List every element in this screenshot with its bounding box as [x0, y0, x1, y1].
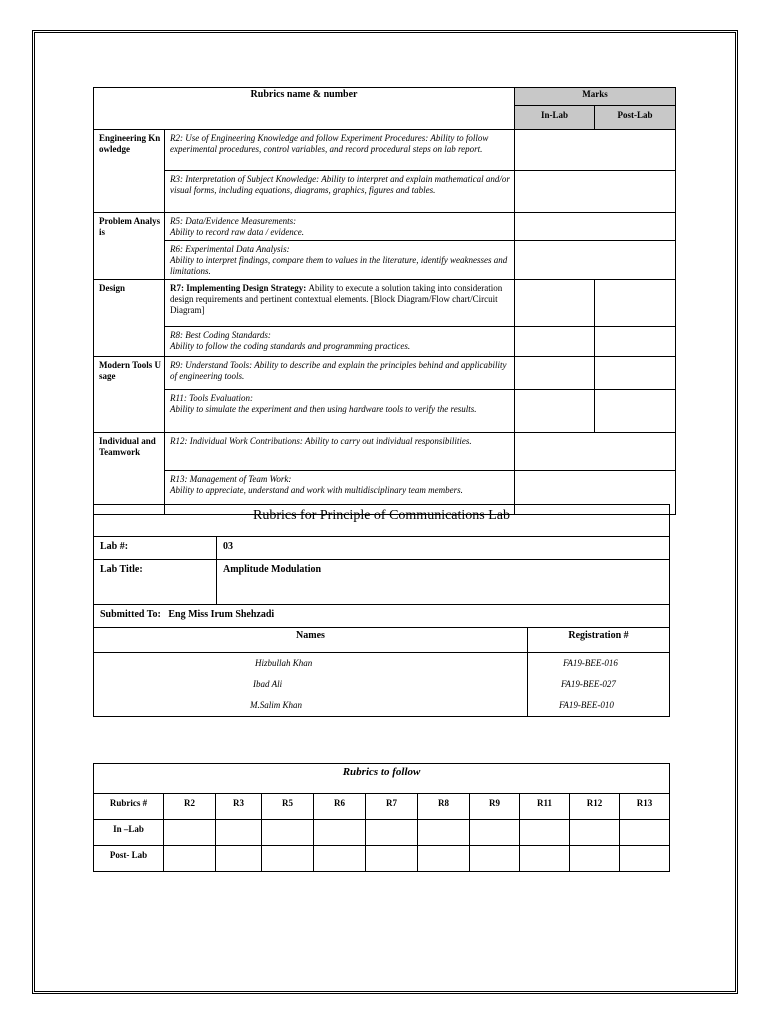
rubric-r5: R5: Data/Evidence Measurements: Ability to record raw data / evidence.: [165, 213, 515, 241]
student-name: Ibad Ali: [253, 679, 283, 689]
inlab-score-cell[interactable]: [366, 820, 418, 846]
student-registrations: [528, 653, 670, 717]
rubric-column-header: R3: [216, 794, 262, 820]
rubric-r8: R8: Best Coding Standards: Ability to follow the coding standards and programming practices.: [165, 327, 515, 357]
inlab-score-cell[interactable]: [470, 820, 520, 846]
postlab-mark-cell[interactable]: [595, 357, 676, 390]
lab-number-value: 03: [217, 537, 670, 560]
rubric-r2: R2: Use of Engineering Knowledge and follow Experiment Procedures: Ability to follow experimental procedures, control variables, and record procedural steps on lab report.: [165, 130, 515, 171]
rubrics-to-follow-table: [93, 763, 670, 872]
inlab-mark-cell[interactable]: [515, 390, 595, 433]
postlab-score-cell[interactable]: [366, 846, 418, 872]
postlab-score-cell[interactable]: [470, 846, 520, 872]
postlab-row-label: Post- Lab: [94, 846, 164, 872]
category-engineering-knowledge: Engineering Knowledge: [94, 130, 165, 213]
registration-header: Registration #: [528, 628, 670, 653]
postlab-mark-cell[interactable]: [595, 280, 676, 327]
lab-title-label: Lab Title:: [94, 560, 217, 605]
rubric-r9: R9: Understand Tools: Ability to describe and explain the principles behind and applicability of engineering tools.: [165, 357, 515, 390]
rubric-column-header: R12: [570, 794, 620, 820]
postlab-mark-cell[interactable]: [595, 327, 676, 357]
submitted-to: [94, 605, 670, 628]
header-postlab: Post-Lab: [595, 106, 676, 130]
marks-cell[interactable]: [515, 130, 676, 171]
postlab-score-cell[interactable]: [164, 846, 216, 872]
student-name: Hizbullah Khan: [255, 658, 313, 668]
rubric-column-header: R6: [314, 794, 366, 820]
rubric-column-header: R5: [262, 794, 314, 820]
rubric-r3: R3: Interpretation of Subject Knowledge: Ability to interpret and explain mathematical and/or visual forms, including equations, diagrams, graphics, figures and tables.: [165, 171, 515, 213]
lab-number-label: Lab #:: [94, 537, 217, 560]
registration-number: FA19-BEE-016: [563, 658, 618, 668]
postlab-score-cell[interactable]: [520, 846, 570, 872]
inlab-score-cell[interactable]: [314, 820, 366, 846]
names-header: Names: [94, 628, 528, 653]
students-table: [93, 627, 670, 717]
category-problem-analysis: Problem Analysis: [94, 213, 165, 280]
inlab-mark-cell[interactable]: [515, 327, 595, 357]
registration-number: FA19-BEE-010: [559, 700, 614, 710]
rubric-column-header: R7: [366, 794, 418, 820]
rubrics-description-table: [93, 87, 676, 515]
inlab-score-cell[interactable]: [570, 820, 620, 846]
header-marks: Marks: [515, 88, 676, 106]
inlab-mark-cell[interactable]: [515, 280, 595, 327]
postlab-score-cell[interactable]: [418, 846, 470, 872]
rubric-r12: R12: Individual Work Contributions: Ability to carry out individual responsibilities.: [165, 433, 515, 471]
rubric-column-header: R13: [620, 794, 670, 820]
rubrics-number-label: Rubrics #: [94, 794, 164, 820]
inlab-mark-cell[interactable]: [515, 357, 595, 390]
inlab-row-label: In –Lab: [94, 820, 164, 846]
inlab-score-cell[interactable]: [418, 820, 470, 846]
inlab-score-cell[interactable]: [262, 820, 314, 846]
postlab-mark-cell[interactable]: [595, 390, 676, 433]
marks-cell[interactable]: [515, 213, 676, 241]
category-individual-and-teamwork: Individual and Teamwork: [94, 433, 165, 515]
postlab-score-cell[interactable]: [262, 846, 314, 872]
postlab-score-cell[interactable]: [620, 846, 670, 872]
header-inlab: In-Lab: [515, 106, 595, 130]
rubric-r6: R6: Experimental Data Analysis: Ability to interpret findings, compare them to values in the literature, identify weaknesses and limitations.: [165, 241, 515, 280]
inlab-score-cell[interactable]: [216, 820, 262, 846]
rubric-column-header: R9: [470, 794, 520, 820]
postlab-score-cell[interactable]: [314, 846, 366, 872]
marks-cell[interactable]: [515, 433, 676, 471]
postlab-score-cell[interactable]: [570, 846, 620, 872]
registration-number: FA19-BEE-027: [561, 679, 616, 689]
inlab-score-cell[interactable]: [520, 820, 570, 846]
marks-cell[interactable]: [515, 171, 676, 213]
rubric-r13: R13: Management of Team Work: Ability to appreciate, understand and work with multidisciplinary team members.: [165, 471, 515, 515]
rubric-r7: R7: Implementing Design Strategy: Ability to execute a solution taking into consideration design requirements and pertinent contextual elements. [Block Diagram/Flow chart/Circuit Diagram]: [165, 280, 515, 327]
rubric-column-header: R8: [418, 794, 470, 820]
inlab-score-cell[interactable]: [164, 820, 216, 846]
rubric-column-header: R2: [164, 794, 216, 820]
lab-rubrics-title: Rubrics for Principle of Communications Lab: [94, 505, 670, 537]
rubric-column-header: R11: [520, 794, 570, 820]
student-name: M.Salim Khan: [250, 700, 303, 710]
marks-cell[interactable]: [515, 241, 676, 280]
postlab-score-cell[interactable]: [216, 846, 262, 872]
inlab-score-cell[interactable]: [620, 820, 670, 846]
category-modern-tools-usage: Modern Tools Usage: [94, 357, 165, 433]
rubric-r11: R11: Tools Evaluation: Ability to simulate the experiment and then using hardware tools to verify the results.: [165, 390, 515, 433]
category-design: Design: [94, 280, 165, 357]
rubrics-to-follow-title: Rubrics to follow: [94, 764, 670, 794]
student-names: [94, 653, 528, 717]
header-rubrics-name: Rubrics name & number: [94, 88, 515, 130]
lab-title-value: Amplitude Modulation: [217, 560, 670, 605]
submitted-to-value: Eng Miss Irum Shehzadi: [168, 609, 275, 620]
lab-info-table: [93, 504, 670, 628]
submitted-to-label: Submitted To:: [100, 609, 161, 620]
